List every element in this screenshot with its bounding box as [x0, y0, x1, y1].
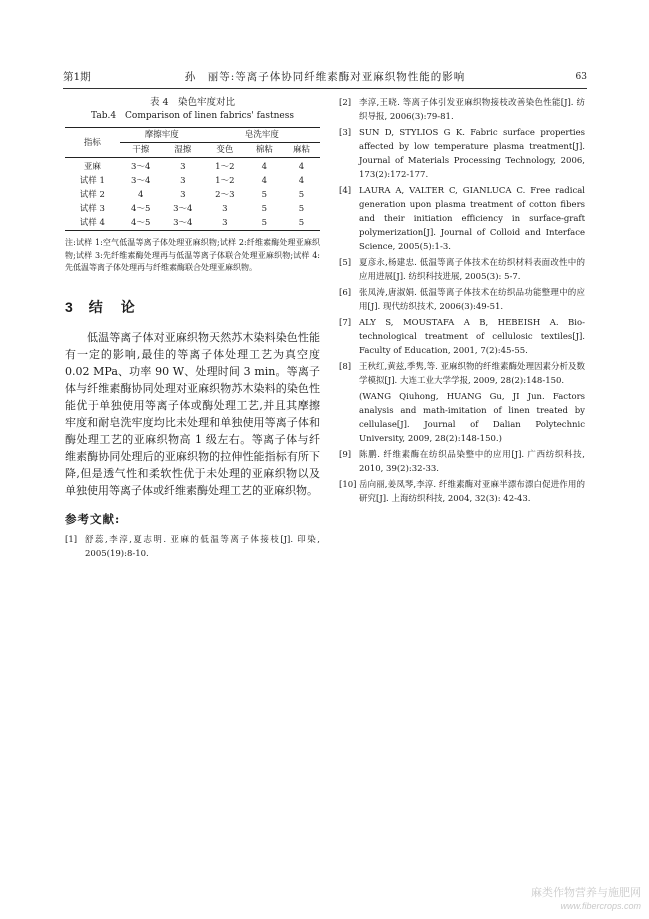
table-cell: 4 [298, 162, 305, 172]
row-label: 试样 4 [65, 216, 120, 231]
reference-index: [8] [339, 362, 352, 372]
table-row [65, 174, 320, 188]
table-cell: 3～4 [131, 162, 151, 172]
reference-index: [6] [339, 288, 352, 298]
sub-header: 棉粘 [246, 143, 283, 158]
fastness-table [65, 127, 320, 231]
page-number: 63 [575, 72, 587, 82]
section-heading [65, 297, 320, 317]
references-heading: 参考文献: [65, 511, 121, 526]
reference-item [339, 448, 585, 476]
sub-header: 麻粘 [283, 143, 320, 158]
table-cell: 2～3 [215, 190, 235, 200]
table-row [65, 158, 320, 175]
reference-text: 张凤涛,唐淑娟. 低温等离子体技术在纺织品功能整理中的应用[J]. 现代纺织技术, 2006(3):49-51. [359, 288, 585, 312]
table-cell: 5 [283, 216, 320, 231]
table-cell: 3～4 [131, 176, 151, 186]
rub-fastness-header: 摩擦牢度 [120, 128, 204, 143]
table-cell: 3 [180, 162, 186, 172]
reference-text: SUN D, STYLIOS G K. Fabric surface properties affected by low temperature plasma treatment[J]. Journal of Materials Processing Technology, 2006, 173(2):172-177. [359, 128, 585, 180]
table-cell: 5 [261, 204, 268, 214]
reference-index: [10] [339, 480, 357, 490]
col-index-header: 指标 [65, 128, 120, 158]
table-caption-en: Tab.4 Comparison of linen fabrics' fastness [91, 111, 294, 121]
reference-index: [4] [339, 186, 352, 196]
reference-text: 舒蕊,李淳,夏志明. 亚麻的低温等离子体接枝[J]. 印染, 2005(19):8-10. [85, 534, 320, 559]
reference-item [339, 256, 585, 284]
reference-index: [5] [339, 258, 352, 268]
reference-item [65, 533, 320, 561]
row-label: 试样 3 [79, 204, 105, 214]
table-row [65, 188, 320, 202]
row-label: 亚麻 [83, 162, 101, 172]
table-cell: 3 [180, 176, 186, 186]
reference-item [339, 96, 585, 124]
reference-text: ALY S, MOUSTAFA A B, HEBEISH A. Bio-technological treatment of cellulosic textiles[J]. Faculty of Education, 2001, 7(2):45-55. [359, 318, 585, 356]
table-cell: 5 [298, 204, 305, 214]
table-cell: 1～2 [215, 176, 235, 186]
watermark [531, 887, 641, 913]
table-cell: 4～5 [131, 204, 151, 214]
table-cell: 4～5 [120, 216, 162, 231]
reference-item [339, 360, 585, 388]
left-column [65, 96, 320, 561]
section-number: 3 [65, 298, 75, 315]
reference-index: [9] [339, 450, 352, 460]
reference-index: [1] [65, 534, 78, 545]
section-title: 结 论 [88, 299, 137, 316]
reference-item [339, 126, 585, 182]
sub-header: 湿擦 [162, 143, 204, 158]
table-cell: 5 [246, 216, 283, 231]
reference-item [339, 316, 585, 358]
table-cell: 3～4 [173, 204, 193, 214]
reference-index: [2] [339, 98, 352, 108]
reference-text: LAURA A, VALTER C, GIANLUCA C. Free radical generation upon plasma treatment of cotton fibers and their initiation efficiency in surface-graft polymerization[J]. Journal of Colloid and Interface Science, 2005(5):1-3. [359, 186, 585, 252]
running-title: 孙 丽等:等离子体协同纤维素酶对亚麻织物性能的影响 [184, 71, 466, 83]
reference-text: (WANG Qiuhong, HUANG Gu, JI Jun. Factors analysis and math-imitation of linen treated by cellulase[J]. Journal of Dalian Polytechnic University, 2009, 28(2):148-150.) [359, 392, 585, 444]
reference-item [339, 478, 585, 506]
running-header [63, 70, 587, 89]
table-cell: 5 [261, 190, 268, 200]
watermark-url: www.fibercrops.com [560, 901, 641, 911]
table-row [65, 202, 320, 216]
table-cell: 4 [261, 176, 268, 186]
reference-index: [7] [339, 318, 352, 328]
conclusion-paragraph: 低温等离子体对亚麻织物天然苏木染料染色性能有一定的影响,最佳的等离子体处理工艺为真空度 0.02 MPa、功率 90 W、处理时间 3 min。等离子体与纤维素酶协同处理对亚麻织物苏木染料的染色性能优于单独使用等离子体或酶处理工艺,并且其摩擦牢度和耐皂洗牢度均比未处理和单独使用等离子体和酶处理工艺的亚麻织物高 1 级左右。等离子体与纤维素酶协同处理后的亚麻织物的拉伸性能指标有所下降,但是透气性和柔软性优于未处理的亚麻织物以及单独使用等离子体或纤维素酶处理工艺的亚麻织物。 [65, 330, 320, 497]
reference-item [339, 390, 585, 446]
right-column [339, 96, 585, 508]
watermark-site-name: 麻类作物营养与施肥网 [531, 887, 641, 899]
table-cell: 3 [204, 216, 246, 231]
table-note: 注:试样 1:空气低温等离子体处理亚麻织物;试样 2:纤维素酶处理亚麻织物;试样 3:先纤维素酶处理再与低温等离子体联合处理亚麻织物;试样 4:先低温等离子体处理再与纤维素酶联合处理亚麻织物。 [65, 238, 320, 272]
sub-header: 干擦 [120, 143, 162, 158]
row-label: 试样 1 [79, 176, 105, 186]
reference-item [339, 286, 585, 314]
row-label: 试样 2 [79, 190, 105, 200]
table-cell: 4 [261, 162, 268, 172]
reference-item [339, 184, 585, 254]
table-row [65, 216, 320, 231]
reference-index: [3] [339, 128, 352, 138]
reference-text: 夏彦永,杨建忠. 低温等离子体技术在纺织材料表面改性中的应用进展[J]. 纺织科技进展, 2005(3): 5-7. [359, 258, 585, 282]
reference-text: 王秋红,黄兹,季隽,等. 亚麻织物的纤维素酶处理因素分析及数学模拟[J]. 大连工业大学学报, 2009, 28(2):148-150. [359, 362, 586, 386]
wash-fastness-header: 皂洗牢度 [204, 128, 320, 143]
table-cell: 5 [298, 190, 305, 200]
reference-text: 李淳,王晓. 等离子体引发亚麻织物接枝改善染色性能[J]. 纺织导报, 2006(3):79-81. [359, 98, 585, 122]
issue-number: 第1期 [63, 71, 91, 83]
table-cell: 3 [180, 190, 186, 200]
sub-header: 变色 [204, 143, 246, 158]
table-caption-cn: 表 4 染色牢度对比 [149, 97, 236, 108]
table-cell: 3 [222, 204, 228, 214]
table-cell: 4 [138, 190, 144, 200]
table-cell: 1～2 [215, 162, 235, 172]
reference-text: 陈鹏. 纤维素酶在纺织品染整中的应用[J]. 广西纺织科技, 2010, 39(2):32-33. [359, 450, 585, 474]
table-cell: 4 [298, 176, 305, 186]
reference-text: 岳向丽,姜凤琴,李淳. 纤维素酶对亚麻半漂布漂白促进作用的研究[J]. 上海纺织科技, 2004, 32(3): 42-43. [359, 480, 585, 504]
table-cell: 3～4 [162, 216, 204, 231]
